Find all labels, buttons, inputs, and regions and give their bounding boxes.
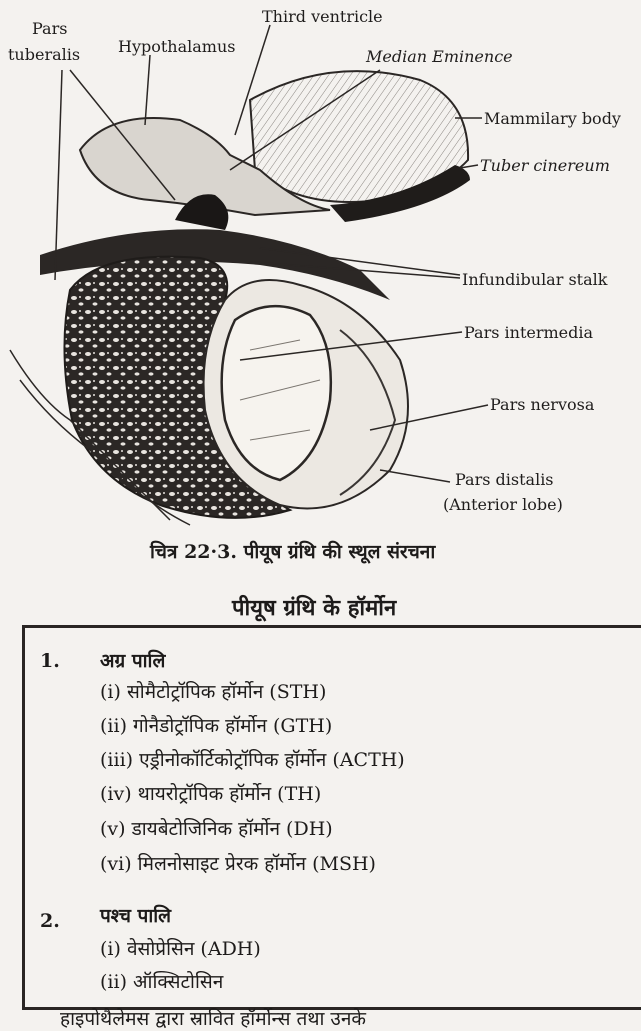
label-tuber-cinereum: Tuber cinereum bbox=[480, 156, 610, 175]
list-item: (ii) ऑक्सिटोसिन bbox=[100, 971, 224, 993]
label-mammilary-body: Mammilary body bbox=[484, 109, 621, 128]
list-item: (vi) मिलनोसाइट प्रेरक हॉर्मोन (MSH) bbox=[100, 853, 376, 875]
label-median-eminence: Median Eminence bbox=[366, 47, 513, 66]
label-pars-tuberalis-2: tuberalis bbox=[8, 45, 81, 64]
label-pars-tuberalis-1: Pars bbox=[32, 19, 68, 38]
label-pars-nervosa: Pars nervosa bbox=[490, 395, 595, 414]
section-title: अग्र पालि bbox=[100, 650, 166, 672]
list-item: (iv) थायरोट्रॉपिक हॉर्मोन (TH) bbox=[100, 783, 322, 805]
section-number: 2. bbox=[40, 910, 60, 932]
label-anterior-lobe: (Anterior lobe) bbox=[443, 495, 563, 514]
list-item: (ii) गोनैडोट्रॉपिक हॉर्मोन (GTH) bbox=[100, 715, 333, 737]
section-number: 1. bbox=[40, 650, 60, 672]
table-heading: पीयूष ग्रंथि के हॉर्मोन bbox=[232, 595, 397, 621]
label-hypothalamus: Hypothalamus bbox=[118, 37, 236, 56]
partial-footer-text: हाइपोथैलेमस द्वारा स्रावित हॉर्मोन्स तथा उनके bbox=[60, 1008, 366, 1030]
list-item: (i) सोमैटोट्रॉपिक हॉर्मोन (STH) bbox=[100, 681, 327, 703]
label-pars-intermedia: Pars intermedia bbox=[464, 323, 594, 342]
list-item: (v) डायबेटोजिनिक हॉर्मोन (DH) bbox=[100, 818, 333, 840]
list-item: (iii) एड्रीनोकॉर्टिकोट्रॉपिक हॉर्मोन (ACTH) bbox=[100, 749, 405, 771]
label-pars-distalis: Pars distalis bbox=[455, 470, 554, 489]
label-third-ventricle: Third ventricle bbox=[262, 7, 383, 26]
section-title: पश्च पालि bbox=[100, 905, 172, 927]
figure-caption: चित्र 22·3. पीयूष ग्रंथि की स्थूल संरचना bbox=[150, 541, 436, 563]
label-infundibular-stalk: Infundibular stalk bbox=[462, 270, 608, 289]
list-item: (i) वेसोप्रेसिन (ADH) bbox=[100, 938, 261, 960]
